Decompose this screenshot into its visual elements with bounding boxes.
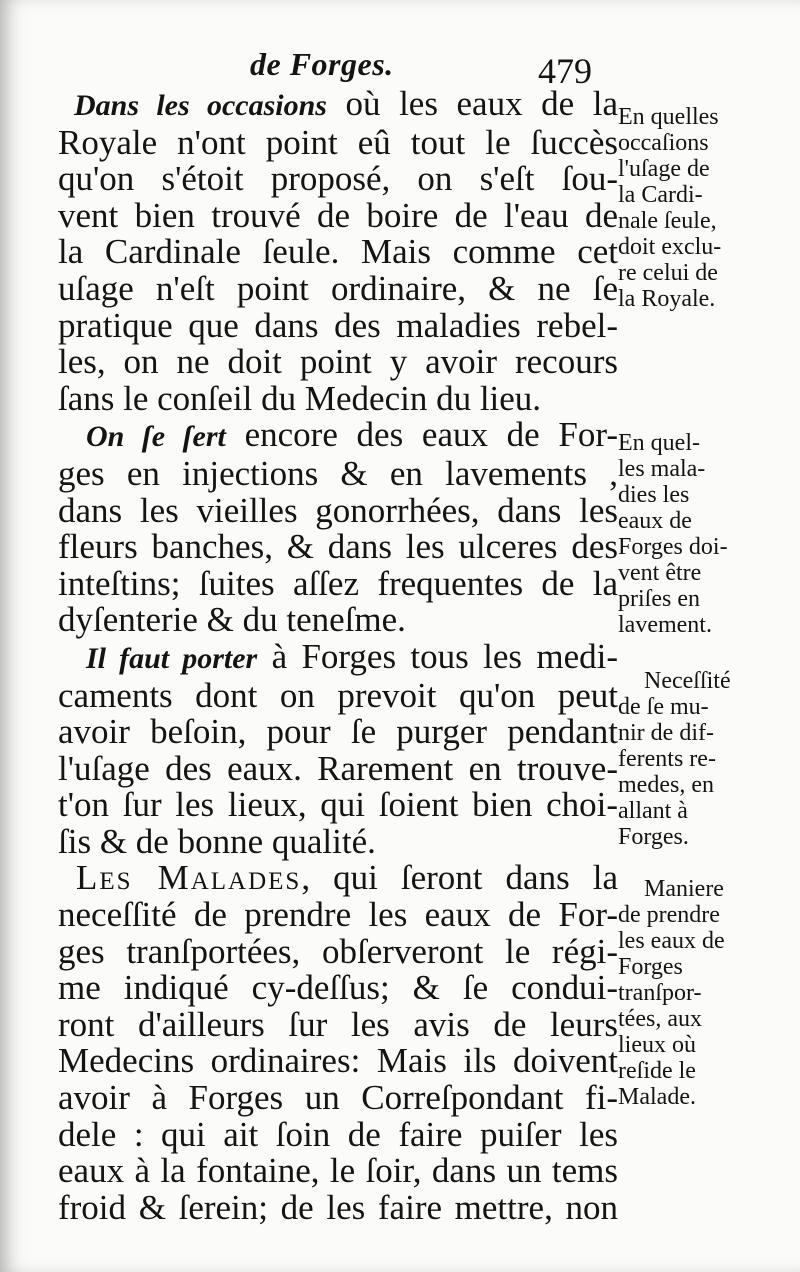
note-line: priſes en <box>618 586 700 612</box>
note-line: de ſe mu- <box>618 694 709 720</box>
note-line: lavement. <box>618 612 712 638</box>
text-line: avoir beſoin, pour ſe purger pendant <box>58 712 618 752</box>
paragraph-malades <box>58 860 618 1226</box>
note-line: reſide le <box>618 1058 696 1084</box>
text-line: dele : qui ait ſoin de faire puiſer les <box>58 1114 618 1154</box>
text-line: inteſtins; ſuites aſſez frequentes de la <box>58 563 618 603</box>
text-line: me indiqué cy-deſſus; & ſe condui- <box>58 968 618 1008</box>
text-line: Il faut porter à Forges tous les medi- <box>86 636 618 676</box>
note-line: Forges. <box>618 824 689 850</box>
note-line: l'uſage de <box>618 156 710 182</box>
note-line: la Cardi- <box>618 182 703 208</box>
text-line: Royale n'ont point eû tout le ſuccès <box>58 122 618 162</box>
text-line: caments dont on prevoit qu'on peut <box>58 675 618 715</box>
text-line: uſage n'eſt point ordinaire, & ne ſe <box>58 268 618 308</box>
note-line: dies les <box>618 482 690 508</box>
note-line: Maniere <box>644 876 724 902</box>
text-line: ges en injections & en lavements , <box>58 453 618 493</box>
paragraph-medicaments <box>58 636 618 861</box>
text-line: neceſſité de prendre les eaux de For- <box>58 895 618 935</box>
text-line: ſans le conſeil du Medecin du lieu. <box>58 378 542 418</box>
note-line: re celui de <box>618 260 718 286</box>
text-line: l'uſage des eaux. Rarement en trouve- <box>58 748 618 788</box>
note-line: lieux où <box>618 1032 696 1058</box>
text-line: ges tranſportées, obſerveront le régi- <box>58 931 618 971</box>
note-line: nir de dif- <box>618 720 714 746</box>
note-line: Malade. <box>618 1084 696 1110</box>
text-line: les, on ne doit point y avoir recours <box>58 342 618 382</box>
note-line: Forges <box>618 954 683 980</box>
paragraph-lead: Les Malades <box>76 858 302 898</box>
text-line: dans les vieilles gonorrhées, dans les <box>58 490 618 530</box>
note-line: nale ſeule, <box>618 208 717 234</box>
paragraph-injections <box>58 417 618 639</box>
running-title: de Forges. <box>250 46 394 82</box>
note-line: ferents re- <box>618 746 716 772</box>
note-line: medes, en <box>618 772 714 798</box>
margin-note-lavement <box>618 430 794 638</box>
note-line: En quel- <box>618 430 700 456</box>
paragraph-lead: Dans les occasions <box>74 89 327 122</box>
page-number: 479 <box>538 51 592 91</box>
note-line: vent être <box>618 560 702 586</box>
note-line: tranſpor- <box>618 980 702 1006</box>
note-line: de prendre <box>618 902 720 928</box>
note-line: tées, aux <box>618 1006 702 1032</box>
text-line: qu'on s'étoit proposé, on s'eſt ſou- <box>58 159 618 199</box>
text-line: la Cardinale ſeule. Mais comme cet <box>58 232 618 272</box>
text-line: dyſenterie & du teneſme. <box>58 600 406 640</box>
paragraph-lead: Il faut porter <box>86 641 258 675</box>
paragraph-lead: On ſe ſert <box>86 420 226 454</box>
margin-note-remedes <box>618 668 794 850</box>
paragraph-cardinale <box>58 86 618 417</box>
margin-note-cardinale <box>618 104 794 312</box>
main-text <box>58 86 618 1226</box>
text-line: Dans les occasions où les eaux de la <box>74 84 618 123</box>
text-line: pratique que dans des maladies rebel- <box>58 305 618 345</box>
text-line: ront d'ailleurs ſur les avis de leurs <box>58 1004 618 1044</box>
note-line: allant à <box>618 798 688 824</box>
text-line: vent bien trouvé de boire de l'eau de <box>58 195 618 235</box>
text-line: Les Malades, qui ſeront dans la <box>76 858 618 898</box>
text-line: froid & ſerein; de les faire mettre, non <box>58 1187 618 1227</box>
note-line: Forges doi- <box>618 534 728 560</box>
note-line: eaux de <box>618 508 692 534</box>
margin-note-maniere <box>618 876 794 1110</box>
note-line: En quelles <box>618 104 719 130</box>
note-line: Neceſſité <box>644 668 731 694</box>
text-line: t'on ſur les lieux, qui ſoient bien choi- <box>58 785 618 825</box>
note-line: les mala- <box>618 456 706 482</box>
text-line: Medecins ordinaires: Mais ils doivent <box>58 1041 618 1081</box>
note-line: doit exclu- <box>618 234 722 260</box>
note-line: les eaux de <box>618 928 725 954</box>
text-line: On ſe ſert encore des eaux de For- <box>86 415 618 455</box>
text-line: fleurs banches, & dans les ulceres des <box>58 527 618 567</box>
note-line: occaſions <box>618 130 709 156</box>
text-line: eaux à la fontaine, le ſoir, dans un tems <box>58 1151 618 1191</box>
text-line: avoir à Forges un Correſpondant fi- <box>58 1078 618 1118</box>
text-line: ſis & de bonne qualité. <box>58 821 376 861</box>
note-line: la Royale. <box>618 286 716 312</box>
